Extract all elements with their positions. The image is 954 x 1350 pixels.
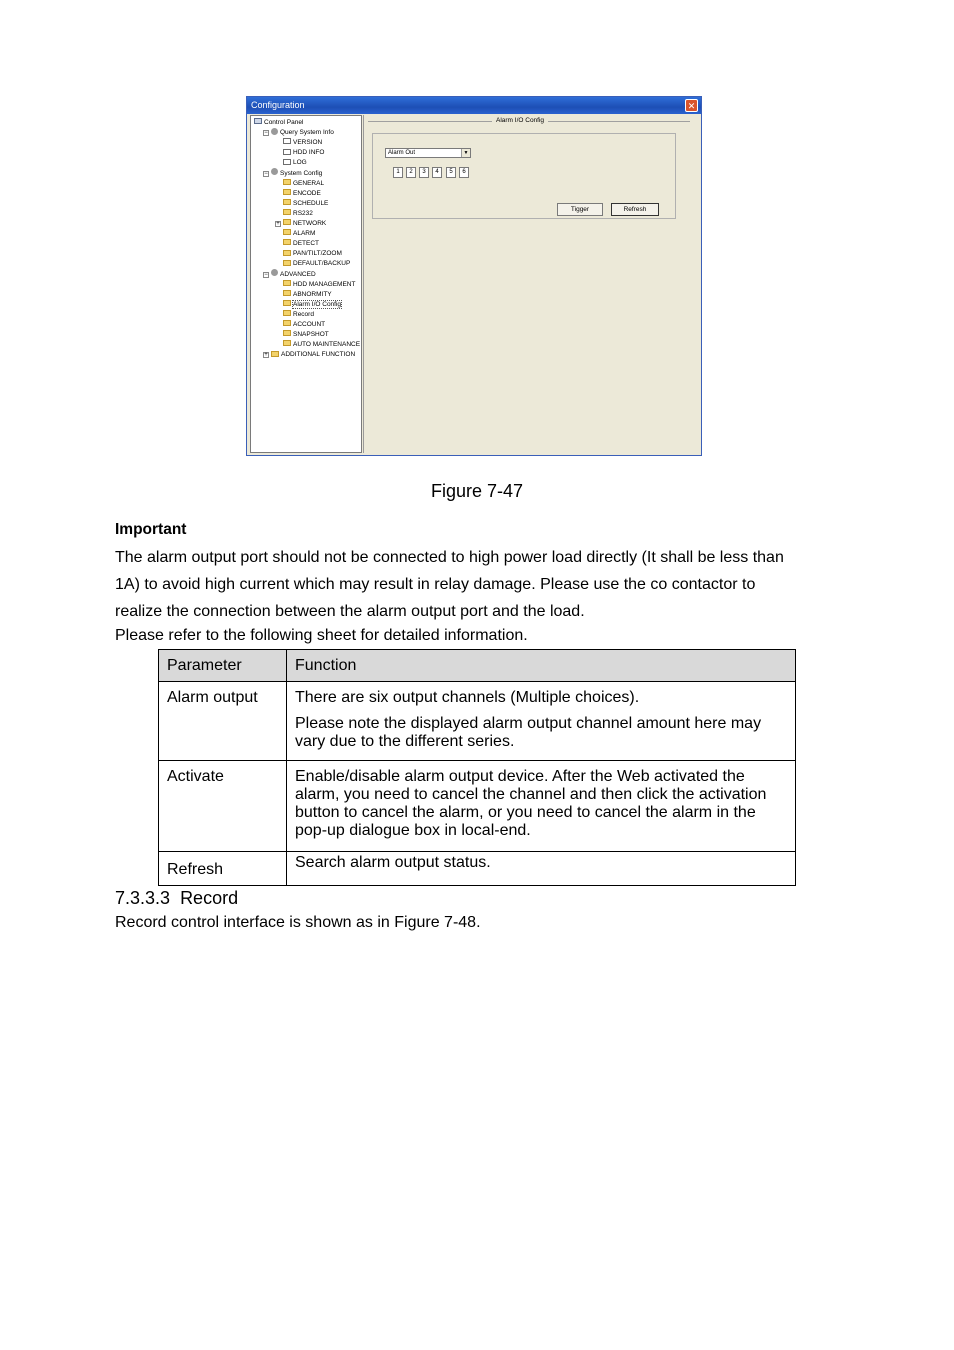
doc-icon	[283, 138, 291, 144]
panel-icon	[254, 118, 262, 124]
important-line-3: realize the connection between the alarm output port and the load.	[115, 603, 585, 620]
folder-icon	[283, 250, 291, 256]
tree-item[interactable]	[283, 340, 360, 350]
tree-item[interactable]	[283, 219, 326, 229]
tree-item[interactable]	[283, 179, 324, 189]
param-cell: Refresh	[159, 852, 287, 886]
tree-expander-icon[interactable]: +	[264, 352, 268, 359]
folder-icon	[283, 320, 291, 326]
tree-item-label: RS232	[293, 209, 313, 217]
folder-icon	[283, 239, 291, 245]
important-line-1: The alarm output port should not be connected to high power load directly (It shall be less than	[115, 549, 784, 566]
tree-item-label: ACCOUNT	[293, 321, 326, 328]
tree-item-label: PAN/TILT/ZOOM	[293, 250, 342, 258]
tree-item[interactable]	[283, 138, 322, 148]
tree-item-label: SCHEDULE	[293, 199, 329, 207]
function-text: Enable/disable alarm output device. After the Web activated the alarm, you need to cancel the channel and then click the activation button to cancel the alarm, or you need to cancel the alarm in the pop-up dialogue box in local-end.	[295, 768, 767, 839]
tree-item[interactable]	[283, 249, 342, 259]
tree-item-label: GENERAL	[293, 179, 325, 187]
group-box	[372, 133, 676, 219]
important-line-2: 1A) to avoid high current which may result in relay damage. Please use the co contactor to	[115, 576, 756, 593]
tree-item[interactable]	[283, 189, 321, 199]
refresh-button[interactable]: Refresh	[611, 203, 659, 216]
tree-item[interactable]	[283, 229, 315, 239]
channel-checkbox-3[interactable]: 3	[419, 167, 429, 178]
important-heading: Important	[115, 521, 187, 538]
chevron-down-icon[interactable]: ▼	[461, 149, 470, 157]
tree-item-label: LOG	[293, 159, 307, 167]
function-cell	[287, 682, 796, 761]
tree-item[interactable]	[283, 158, 307, 168]
tree-item[interactable]	[283, 280, 355, 290]
config-tree	[250, 115, 362, 453]
sheet-intro: Please refer to the following sheet for detailed information.	[115, 627, 528, 644]
tree-item[interactable]	[271, 270, 316, 280]
folder-icon	[283, 179, 291, 185]
folder-icon	[283, 310, 291, 316]
tree-item[interactable]	[283, 300, 341, 310]
folder-icon	[283, 229, 291, 235]
table-row	[159, 682, 796, 761]
channel-checkbox-4[interactable]: 4	[432, 167, 442, 178]
channel-checkbox-2[interactable]: 2	[406, 167, 416, 178]
gear-icon	[271, 128, 278, 135]
folder-icon	[283, 300, 291, 306]
configuration-window	[246, 96, 702, 456]
function-cell	[287, 761, 796, 852]
table-row	[159, 852, 796, 886]
tree-item-label: Alarm I/O Config	[293, 300, 342, 308]
header-parameter: Parameter	[159, 650, 287, 682]
tree-item-label: ALARM	[293, 230, 316, 238]
tree-item-label: NETWORK	[293, 220, 327, 227]
tree-item[interactable]	[283, 148, 324, 158]
tree-item-label: System Config	[280, 169, 323, 177]
tree-item[interactable]	[271, 350, 355, 360]
section-number: 7.3.3.3	[115, 888, 171, 908]
folder-icon	[283, 340, 291, 346]
tree-item[interactable]	[283, 239, 319, 249]
figure-caption: Figure 7-47	[430, 481, 524, 501]
tree-item-label: VERSION	[293, 139, 323, 147]
tree-item[interactable]	[271, 169, 322, 179]
alarm-type-select[interactable]	[385, 148, 471, 158]
folder-icon	[283, 199, 291, 205]
section-title: Record	[180, 888, 239, 908]
tree-item[interactable]	[283, 310, 314, 320]
tree-item-label: ABNORMITY	[293, 290, 332, 298]
tree-item-label: HDD MANAGEMENT	[293, 280, 356, 288]
header-function: Function	[287, 650, 796, 682]
doc-icon	[283, 149, 291, 155]
tree-item-label: ADVANCED	[280, 270, 316, 278]
tree-item-label: DETECT	[293, 240, 319, 248]
tree-expander-icon[interactable]: −	[264, 130, 268, 137]
channel-checkbox-5[interactable]: 5	[446, 167, 456, 178]
tree-item[interactable]	[254, 118, 303, 128]
tree-item-label: ADDITIONAL FUNCTION	[281, 351, 356, 359]
group-title: Alarm I/O Config	[492, 116, 548, 126]
tree-expander-icon[interactable]: +	[276, 221, 280, 227]
table-row	[159, 761, 796, 852]
gear-icon	[271, 168, 278, 175]
parameter-table	[158, 649, 796, 886]
window-title: Configuration	[247, 97, 701, 114]
tree-item-label: ENCODE	[293, 189, 321, 197]
doc-icon	[283, 159, 291, 165]
gear-icon	[271, 269, 278, 276]
tree-expander-icon[interactable]: −	[264, 271, 268, 278]
folder-icon	[283, 260, 291, 266]
close-icon[interactable]: ✕	[685, 99, 698, 112]
trigger-button[interactable]: Tigger	[557, 203, 603, 216]
section-heading	[115, 888, 238, 909]
tree-expander-icon[interactable]: −	[264, 170, 268, 177]
section-body: Record control interface is shown as in Figure 7-48.	[115, 914, 481, 931]
table-header-row	[159, 650, 796, 682]
tree-item[interactable]	[283, 199, 328, 209]
folder-icon	[283, 290, 291, 296]
folder-icon	[283, 219, 291, 225]
tree-item-label: Query System Info	[280, 129, 334, 137]
tree-item[interactable]	[283, 259, 350, 269]
function-text: Search alarm output status.	[295, 854, 491, 871]
alarm-io-config-panel	[363, 115, 699, 453]
tree-item-label: AUTO MAINTENANCE	[293, 341, 361, 349]
tree-item-label: HDD INFO	[293, 149, 325, 157]
folder-icon	[283, 209, 291, 215]
folder-icon	[271, 351, 279, 357]
channel-checkbox-6[interactable]: 6	[459, 167, 469, 178]
function-text: Please note the displayed alarm output channel amount here may vary due to the different series.	[295, 715, 762, 750]
param-cell: Activate	[159, 761, 287, 852]
tree-item[interactable]	[283, 290, 332, 300]
tree-item[interactable]	[283, 330, 329, 340]
folder-icon	[283, 189, 291, 195]
tree-item-label: SNAPSHOT	[293, 331, 329, 339]
alarm-type-select-value: Alarm Out	[388, 150, 416, 156]
tree-item[interactable]	[283, 209, 313, 219]
param-cell: Alarm output	[159, 682, 287, 761]
tree-item[interactable]	[283, 320, 325, 330]
tree-item-label: DEFAULT/BACKUP	[293, 260, 351, 268]
function-text: There are six output channels (Multiple choices).	[295, 689, 640, 706]
tree-item[interactable]	[271, 128, 334, 138]
folder-icon	[283, 280, 291, 286]
tree-item-label: Control Panel	[264, 119, 304, 126]
folder-icon	[283, 330, 291, 336]
channel-checkbox-1[interactable]: 1	[393, 167, 403, 178]
tree-item-label: Record	[293, 310, 314, 318]
function-cell	[287, 852, 796, 886]
